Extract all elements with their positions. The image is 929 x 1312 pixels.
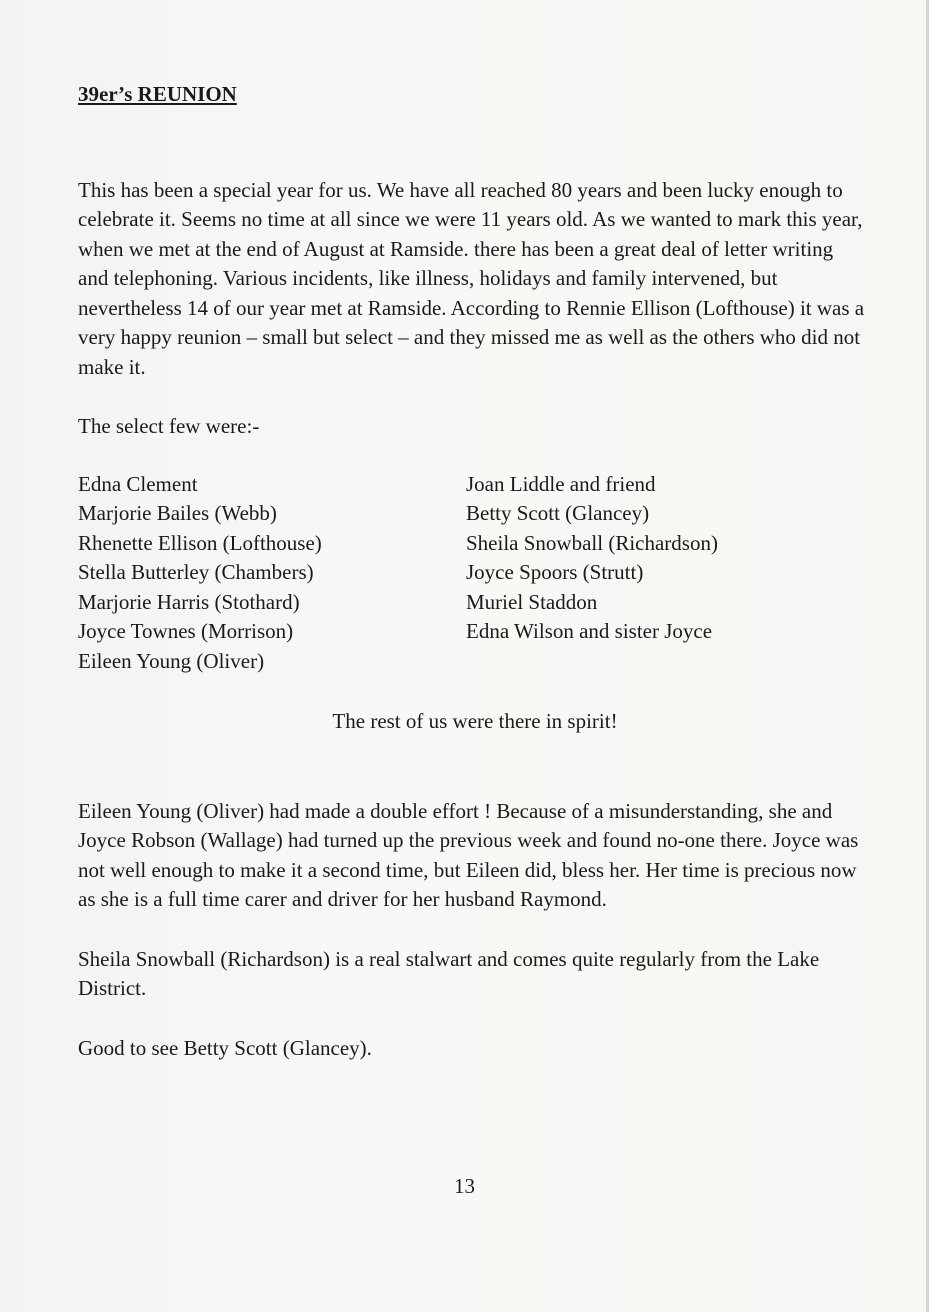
attendee-name: Joan Liddle and friend: [466, 471, 656, 496]
attendee-list: [78, 470, 868, 677]
attendee-name: Edna Wilson and sister Joyce: [466, 619, 713, 643]
attendee-name: Joyce Spoors (Strutt): [466, 560, 644, 584]
attendee-name: Sheila Snowball (Richardson): [466, 530, 718, 555]
betty-paragraph: Good to see Betty Scott (Glancey).: [78, 1035, 372, 1060]
eileen-paragraph: Eileen Young (Oliver) had made a double effort ! Because of a misunderstanding, she and Joyce Robson (Wallage) had turned up the previous week and found no-one there. Joyce was not well enough to make it a second time, but Eileen did, bless her. Her time is precious now as she is a full time carer and driver for her husband Raymond.: [78, 798, 859, 911]
attendee-name: Marjorie Bailes (Webb): [78, 501, 277, 525]
select-few-heading: The select few were:-: [78, 414, 260, 438]
article: [78, 80, 868, 1063]
page-number: 13: [454, 1174, 475, 1198]
spirit-line: The rest of us were there in spirit!: [332, 709, 618, 733]
attendee-column-left: [78, 470, 466, 677]
attendee-name: Rhenette Ellison (Lofthouse): [78, 530, 322, 555]
sheila-paragraph: Sheila Snowball (Richardson) is a real stalwart and comes quite regularly from the Lake District.: [78, 946, 820, 1000]
attendee-column-right: [466, 470, 866, 677]
intro-paragraph: This has been a special year for us. We have all reached 80 years and been lucky enough to celebrate it. Seems no time at all since we were 11 years old. As we wanted to mark this year, when we met at the end of August at Ramside. there has been a great deal of letter writing and telephoning. Various incidents, like illness, holidays and family intervened, but nevertheless 14 of our year met at Ramside. According to Rennie Ellison (Lofthouse) it was a very happy reunion – small but select – and they missed me as well as the others who did not make it.: [78, 177, 865, 379]
attendee-name: Eileen Young (Oliver): [78, 648, 265, 673]
attendee-name: Betty Scott (Glancey): [466, 501, 650, 525]
attendee-name: Muriel Staddon: [466, 589, 598, 614]
attendee-name: Stella Butterley (Chambers): [78, 560, 314, 584]
attendee-name: Joyce Townes (Morrison): [78, 619, 294, 643]
attendee-name: Edna Clement: [78, 471, 198, 496]
attendee-name: Marjorie Harris (Stothard): [78, 589, 300, 614]
article-title: 39er’s REUNION: [78, 82, 237, 106]
